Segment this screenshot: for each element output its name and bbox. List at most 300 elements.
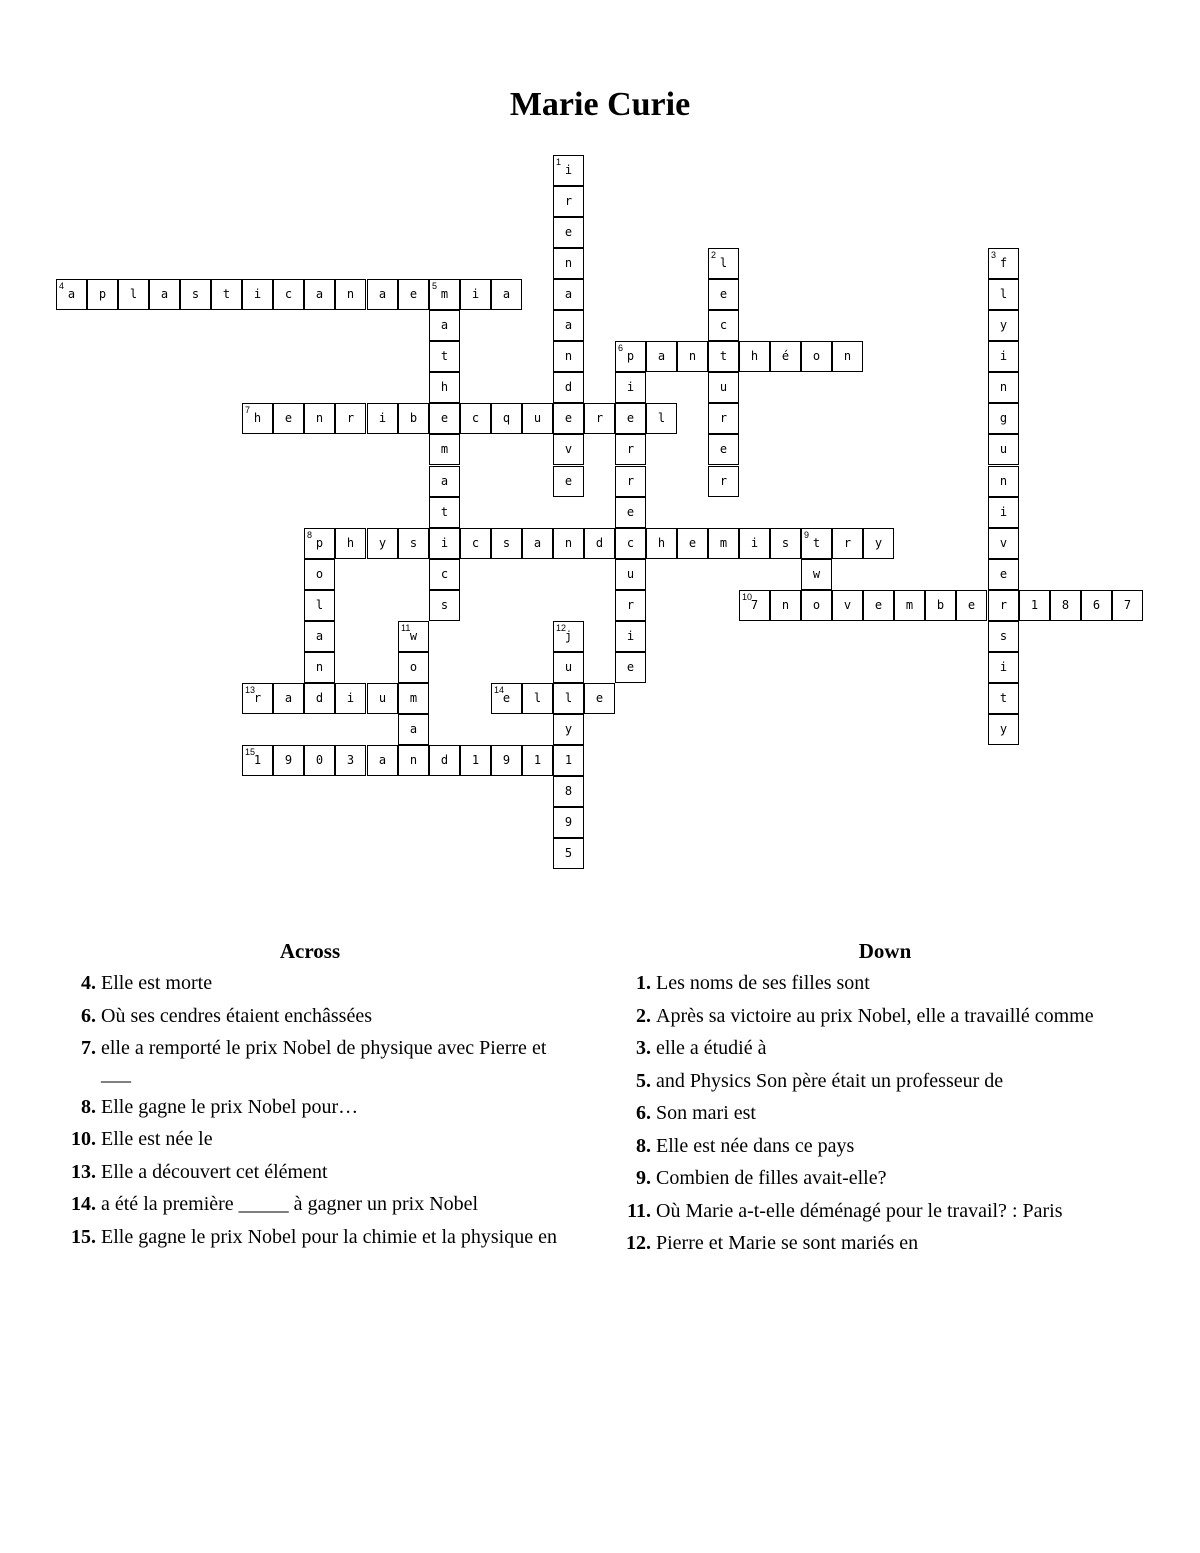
cell-number: 4	[59, 281, 65, 291]
cell-letter: n	[346, 287, 355, 301]
down-clue	[615, 1165, 1155, 1191]
grid-cell	[615, 590, 646, 621]
cell-letter: m	[905, 598, 914, 612]
cell-letter: r	[626, 474, 635, 488]
grid-cell	[553, 466, 584, 497]
cell-letter: 8	[1061, 598, 1070, 612]
cell-letter: c	[626, 536, 635, 550]
grid-cell	[553, 714, 584, 745]
grid-cell	[367, 403, 398, 434]
cell-letter: r	[564, 194, 573, 208]
grid-cell	[646, 528, 677, 559]
grid-cell	[367, 683, 398, 714]
clue-text: Elle a découvert cet élément	[101, 1160, 328, 1183]
cell-letter: e	[688, 536, 697, 550]
grid-cell	[770, 528, 801, 559]
grid-cell	[553, 310, 584, 341]
cell-letter: 7	[750, 598, 759, 612]
grid-cell	[615, 466, 646, 497]
cell-number: 1	[556, 157, 562, 167]
cell-letter: s	[440, 598, 449, 612]
cell-letter: t	[222, 287, 231, 301]
cell-letter: e	[719, 287, 728, 301]
grid-cell	[708, 403, 739, 434]
page-title: Marie Curie	[509, 86, 691, 123]
grid-cell	[801, 590, 832, 621]
cell-letter: u	[378, 691, 387, 705]
across-clue	[60, 1003, 560, 1029]
clue-text: and Physics Son père était un professeur de	[656, 1069, 1004, 1092]
grid-cell	[584, 683, 615, 714]
cell-number: 15	[245, 747, 256, 757]
clue-text: Son mari est	[656, 1102, 756, 1124]
grid-cell	[988, 310, 1019, 341]
grid-cell	[398, 652, 429, 683]
cell-letter: r	[595, 411, 604, 425]
grid-cell	[708, 341, 739, 372]
grid-cell	[615, 652, 646, 683]
cell-number: 13	[245, 685, 256, 695]
cell-letter: h	[440, 380, 449, 394]
clue-text: elle a étudié à	[656, 1037, 767, 1059]
grid-cell	[988, 559, 1019, 590]
down-clue	[615, 1133, 1155, 1159]
cell-number: 3	[991, 250, 997, 260]
clue-text: elle a remporté le prix Nobel de physique avec Pierre et ___	[101, 1037, 547, 1085]
grid-cell	[988, 528, 1019, 559]
grid-cell	[553, 528, 584, 559]
cell-letter: d	[595, 536, 604, 550]
down-clue	[615, 970, 1155, 996]
clue-number: 9.	[636, 1167, 651, 1189]
cell-letter: s	[409, 536, 418, 550]
grid-cell	[553, 621, 584, 652]
cell-number: 8	[307, 530, 313, 540]
cell-letter: j	[564, 629, 573, 643]
cell-letter: f	[999, 256, 1008, 270]
grid-cell	[242, 745, 273, 776]
cell-letter: l	[533, 691, 542, 705]
cell-letter: p	[626, 349, 635, 363]
cell-letter: h	[657, 536, 666, 550]
grid-cell	[304, 528, 335, 559]
grid-cell	[894, 590, 925, 621]
cell-letter: 9	[564, 815, 573, 829]
grid-cell	[242, 683, 273, 714]
grid-cell	[739, 590, 770, 621]
grid-cell	[863, 528, 894, 559]
cell-letter: 1	[533, 753, 542, 767]
down-heading: Down	[858, 939, 912, 963]
cell-letter: i	[750, 536, 759, 550]
cell-letter: n	[315, 411, 324, 425]
down-clue	[615, 1003, 1155, 1029]
grid-cell	[1112, 590, 1143, 621]
cell-letter: a	[440, 474, 449, 488]
grid-cell	[460, 528, 491, 559]
cell-letter: t	[440, 505, 449, 519]
cell-letter: e	[564, 474, 573, 488]
cell-letter: 1	[564, 753, 573, 767]
cell-number: 6	[618, 343, 624, 353]
grid-cell	[398, 528, 429, 559]
clue-text: Elle est morte	[101, 972, 213, 994]
cell-letter: a	[502, 287, 511, 301]
cell-letter: n	[999, 474, 1008, 488]
grid-cell	[988, 497, 1019, 528]
grid-cell	[553, 186, 584, 217]
cell-letter: y	[874, 536, 883, 550]
grid-cell	[304, 745, 335, 776]
cell-letter: 1	[1030, 598, 1039, 612]
cell-letter: r	[626, 598, 635, 612]
grid-cell	[553, 838, 584, 869]
cell-letter: e	[719, 442, 728, 456]
grid-cell	[988, 248, 1019, 279]
clue-number: 10.	[71, 1128, 96, 1150]
grid-cell	[491, 279, 522, 310]
clue-text: Elle gagne le prix Nobel pour la chimie et la physique en	[101, 1225, 557, 1248]
grid-cell	[429, 528, 460, 559]
cell-letter: a	[409, 722, 418, 736]
grid-cell	[553, 683, 584, 714]
cell-letter: y	[378, 536, 387, 550]
grid-cell	[242, 279, 273, 310]
grid-cell	[584, 528, 615, 559]
grid-cell	[708, 279, 739, 310]
cell-letter: r	[346, 411, 355, 425]
grid-cell	[273, 745, 304, 776]
clue-number: 12.	[626, 1232, 651, 1254]
cell-letter: v	[843, 598, 852, 612]
grid-cell	[398, 683, 429, 714]
grid-cell	[615, 403, 646, 434]
cell-letter: e	[874, 598, 883, 612]
cell-letter: a	[378, 753, 387, 767]
grid-cell	[429, 372, 460, 403]
clue-text: Combien de filles avait-elle?	[656, 1167, 887, 1189]
cell-letter: m	[719, 536, 728, 550]
clue-text: Où ses cendres étaient enchâssées	[101, 1004, 372, 1027]
cell-letter: n	[564, 536, 573, 550]
grid-cell	[429, 497, 460, 528]
grid-cell	[335, 403, 366, 434]
grid-cell	[708, 310, 739, 341]
grid-cell	[87, 279, 118, 310]
grid-cell	[522, 683, 553, 714]
cell-letter: é	[781, 349, 790, 363]
down-clue-list	[615, 970, 1155, 1256]
cell-letter: o	[812, 598, 821, 612]
cell-letter: a	[284, 691, 293, 705]
grid-cell	[522, 403, 553, 434]
grid-cell	[988, 403, 1019, 434]
across-clue-list	[60, 970, 560, 1250]
cell-letter: i	[440, 536, 449, 550]
cell-letter: 1	[471, 753, 480, 767]
clue-number: 8.	[636, 1134, 651, 1157]
grid-cell	[925, 590, 956, 621]
cell-letter: b	[936, 598, 945, 612]
grid-cell	[460, 279, 491, 310]
grid-cell	[801, 341, 832, 372]
grid-cell	[708, 248, 739, 279]
cell-letter: o	[315, 567, 324, 581]
clue-number: 1.	[636, 972, 651, 994]
clue-text: a été la première _____ à gagner un prix Nobel	[101, 1193, 479, 1215]
clue-text: Elle gagne le prix Nobel pour…	[101, 1095, 359, 1118]
down-clue	[615, 1230, 1155, 1256]
grid-cell	[646, 403, 677, 434]
grid-cell	[988, 279, 1019, 310]
grid-cell	[832, 528, 863, 559]
clue-text: Elle est née dans ce pays	[656, 1134, 855, 1157]
cell-letter: c	[719, 318, 728, 332]
grid-cell	[335, 528, 366, 559]
cell-letter: w	[409, 629, 418, 643]
cell-letter: r	[843, 536, 852, 550]
cell-letter: s	[781, 536, 790, 550]
cell-letter: c	[284, 287, 293, 301]
cell-letter: n	[409, 753, 418, 767]
grid-cell	[615, 372, 646, 403]
cell-letter: l	[315, 598, 324, 612]
cell-letter: 9	[284, 753, 293, 767]
cell-letter: u	[564, 660, 573, 674]
grid-cell	[491, 683, 522, 714]
grid-cell	[335, 279, 366, 310]
grid-cell	[770, 341, 801, 372]
grid-cell	[553, 745, 584, 776]
grid-cell	[429, 341, 460, 372]
down-clue	[615, 1068, 1155, 1094]
clue-text: Où Marie a-t-elle déménagé pour le travail? : Paris	[656, 1199, 1063, 1222]
cell-letter: b	[409, 411, 418, 425]
grid-cell	[335, 745, 366, 776]
grid-cell	[398, 714, 429, 745]
clue-number: 8.	[81, 1095, 96, 1118]
clue-number: 3.	[636, 1037, 651, 1059]
cell-letter: n	[999, 380, 1008, 394]
cell-letter: i	[626, 629, 635, 643]
grid-cell	[273, 683, 304, 714]
cell-letter: e	[967, 598, 976, 612]
grid-cell	[367, 745, 398, 776]
across-heading: Across	[279, 939, 341, 963]
grid-cell	[335, 683, 366, 714]
cell-letter: e	[564, 225, 573, 239]
clue-number: 15.	[71, 1225, 96, 1248]
grid-cell	[553, 217, 584, 248]
grid-cell	[956, 590, 987, 621]
across-clue	[60, 1035, 560, 1087]
down-clue	[615, 1035, 1155, 1061]
cell-letter: r	[719, 474, 728, 488]
grid-cell	[429, 590, 460, 621]
across-clue	[60, 1094, 560, 1120]
across-clue	[60, 1159, 560, 1185]
cell-letter: i	[378, 411, 387, 425]
grid-cell	[429, 310, 460, 341]
grid-cell	[273, 279, 304, 310]
cell-letter: n	[688, 349, 697, 363]
grid-cell	[304, 279, 335, 310]
cell-letter: e	[626, 411, 635, 425]
cell-letter: e	[440, 411, 449, 425]
grid-cell	[1019, 590, 1050, 621]
cell-letter: h	[750, 349, 759, 363]
cell-letter: t	[719, 349, 728, 363]
cell-letter: p	[98, 287, 107, 301]
cell-letter: c	[471, 536, 480, 550]
cell-letter: d	[440, 753, 449, 767]
cell-letter: l	[564, 691, 573, 705]
grid-cell	[646, 341, 677, 372]
grid-cell	[615, 621, 646, 652]
grid-cell	[149, 279, 180, 310]
cell-number: 11	[401, 623, 411, 633]
cell-letter: s	[502, 536, 511, 550]
cell-letter: a	[564, 318, 573, 332]
cell-letter: t	[440, 349, 449, 363]
grid-cell	[801, 528, 832, 559]
clue-text: Elle est née le	[101, 1128, 213, 1150]
cell-letter: d	[315, 691, 324, 705]
grid-cell	[615, 559, 646, 590]
cell-letter: r	[626, 442, 635, 456]
cell-letter: a	[533, 536, 542, 550]
cell-letter: e	[409, 287, 418, 301]
cell-letter: i	[253, 287, 262, 301]
grid-cell	[708, 372, 739, 403]
across-clue	[60, 970, 560, 996]
cell-letter: t	[999, 691, 1008, 705]
cell-letter: i	[999, 505, 1008, 519]
clue-number: 6.	[81, 1004, 96, 1027]
cell-number: 10	[742, 592, 753, 602]
grid-cell	[615, 434, 646, 465]
down-clues	[615, 938, 1155, 1263]
grid-cell	[770, 590, 801, 621]
grid-cell	[832, 341, 863, 372]
grid-cell	[553, 403, 584, 434]
cell-letter: e	[564, 411, 573, 425]
clue-number: 6.	[636, 1102, 651, 1124]
cell-letter: v	[999, 536, 1008, 550]
cell-letter: h	[253, 411, 262, 425]
grid-cell	[553, 652, 584, 683]
grid-cell	[367, 279, 398, 310]
grid-cell	[56, 279, 87, 310]
cell-number: 14	[494, 685, 505, 695]
cell-letter: e	[595, 691, 604, 705]
grid-cell	[739, 341, 770, 372]
cell-letter: q	[502, 411, 511, 425]
cell-letter: h	[346, 536, 355, 550]
grid-cell	[553, 248, 584, 279]
cell-letter: a	[657, 349, 666, 363]
grid-cell	[677, 528, 708, 559]
cell-letter: r	[253, 691, 262, 705]
cell-letter: r	[999, 598, 1008, 612]
grid-cell	[180, 279, 211, 310]
clue-text: Les noms de ses filles sont	[656, 972, 870, 994]
cell-letter: n	[564, 349, 573, 363]
grid-cell	[988, 372, 1019, 403]
cell-letter: u	[626, 567, 635, 581]
clue-number: 14.	[71, 1193, 96, 1215]
across-clue	[60, 1224, 560, 1250]
cell-letter: w	[812, 567, 821, 581]
cell-letter: a	[440, 318, 449, 332]
cell-letter: i	[626, 380, 635, 394]
cell-letter: 6	[1092, 598, 1101, 612]
grid-cell	[491, 745, 522, 776]
grid-cell	[1081, 590, 1112, 621]
clue-number: 2.	[636, 1004, 651, 1027]
cell-letter: n	[315, 660, 324, 674]
cell-letter: v	[564, 442, 573, 456]
grid-cell	[801, 559, 832, 590]
across-clue	[60, 1126, 560, 1152]
cell-letter: l	[999, 287, 1008, 301]
grid-cell	[553, 155, 584, 186]
cell-letter: 9	[502, 753, 511, 767]
grid-cell	[429, 434, 460, 465]
cell-letter: 3	[346, 753, 355, 767]
cell-letter: i	[999, 349, 1008, 363]
grid-cell	[988, 683, 1019, 714]
grid-cell	[708, 434, 739, 465]
grid-cell	[677, 341, 708, 372]
grid-cell	[242, 403, 273, 434]
grid-cell	[304, 683, 335, 714]
grid-cell	[988, 652, 1019, 683]
cell-letter: 7	[1123, 598, 1132, 612]
grid-cell	[398, 403, 429, 434]
cell-letter: m	[440, 287, 449, 301]
cell-letter: e	[284, 411, 293, 425]
grid-cell	[988, 590, 1019, 621]
cell-letter: l	[129, 287, 138, 301]
grid-cell	[522, 745, 553, 776]
cell-number: 12	[556, 623, 567, 633]
cell-letter: e	[626, 505, 635, 519]
cell-number: 2	[711, 250, 717, 260]
cell-letter: 8	[564, 784, 573, 798]
cell-number: 7	[245, 405, 251, 415]
cell-letter: a	[160, 287, 169, 301]
cell-letter: a	[315, 287, 324, 301]
cell-letter: 5	[564, 846, 573, 860]
clue-number: 4.	[81, 972, 96, 994]
cell-letter: m	[440, 442, 449, 456]
cell-letter: e	[626, 660, 635, 674]
grid-cell	[522, 528, 553, 559]
grid-cell	[118, 279, 149, 310]
grid-cell	[491, 528, 522, 559]
cell-letter: e	[999, 567, 1008, 581]
clue-number: 11.	[627, 1199, 651, 1222]
cell-letter: c	[440, 567, 449, 581]
cell-letter: o	[812, 349, 821, 363]
grid-cell	[615, 528, 646, 559]
cell-letter: a	[378, 287, 387, 301]
grid-cell	[304, 559, 335, 590]
grid-cell	[553, 372, 584, 403]
grid-cell	[708, 466, 739, 497]
grid-cell	[553, 776, 584, 807]
